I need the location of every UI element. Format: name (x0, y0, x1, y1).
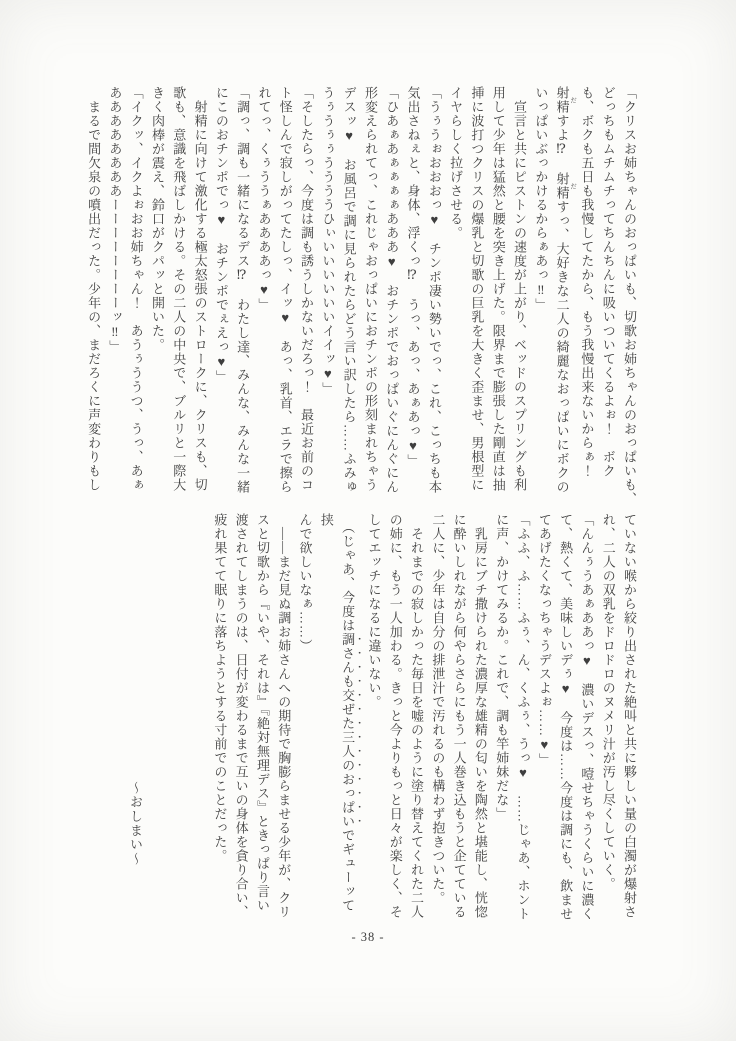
text-column: 宣言と共にピストンの速度が上がり、ベッドのスプリングも利 (512, 86, 528, 492)
text-column: 用して少年は猛然と腰を突き上げた。限界まで膨張した剛直は抽 (490, 86, 506, 492)
text-column: て、熱くて、美味しいデぅ♥ 今度は……今度は調にも、飲ませ (558, 513, 574, 921)
text-column: 挿に波打つクリスの爆乳と切歌の巨乳を大きく歪ませ、男根型に (469, 86, 485, 492)
text-column: 乳房にブチ撒けられた濃厚な雄精の匂いを陶然と堪能し、恍惚 (472, 513, 488, 919)
text-column: れてっ、くぅううぁああああっ♥」 (256, 86, 272, 312)
text-column: それまでの寂しかった毎日を嘘のように塗り替えてくれた二人 (409, 513, 425, 919)
text-column: デスッ♥ お風呂で調に見られたらどう言い訳したら……ふみゅ (341, 86, 357, 494)
text-column: も、ボクも五日も我慢してたから、もう我慢出来ないからぁ！ (579, 86, 595, 478)
text-column: 「ひあぁあぁぁぁぁあああ♥ おチンポでおっぱいぐにんぐにん (384, 86, 400, 494)
ruby-annotation: だ (569, 86, 577, 114)
text-column: 形変えられてっ、これじゃおっぱいにおチンポの形刻まれちゃう (362, 86, 378, 492)
text-column: きく肉棒が震え、鈴口がクパッと開いた。 (149, 86, 165, 352)
page-number: - 38 - (351, 930, 385, 944)
text-column: の姉に、もう一人加わる。きっと今よりもっと日々が楽しく、そ (387, 513, 403, 919)
text-column: イヤらしく拉げさせる。 (448, 86, 464, 240)
text-column: ていない喉から絞り出された絶叫と共に夥しい量の白濁が爆射さ (622, 513, 637, 919)
text-column: 「ふふ、ふ……ふぅ、ん、くふぅ、うっ♥ ……じゃあ、ホント (515, 513, 531, 921)
top-band (83, 86, 640, 510)
text-column: 「んんぅうあぁああっ♥ 濃いデスっ、噎せちゃうくらいに濃く (579, 513, 595, 921)
text-column: に酔いしれながら何やらさらにもう一人巻き込もうと企てている (451, 513, 467, 919)
text-column: 渡されてしまうのは、日付が変わるまで互いの身体を貪り合い、 (233, 513, 249, 919)
text-column: にこのおチンポでっ♥ おチンポでぇえっ♥」 (213, 86, 229, 384)
text-column: （じゃあ、今度は調さんも交ぜた三人のおっぱいでギューッて挟 (318, 513, 356, 913)
text-column: うぅうぅぅううううひぃいいいいいいイイッ♥」 (320, 86, 336, 396)
text-column: 疲れ果てて眠りに落ちようとする寸前でのことだった。 (212, 513, 228, 863)
text-column: してエッチになるに違いない。 (366, 513, 382, 709)
text-column: れ、二人の双乳をドロドロのヌメリ汁が汚し尽くしていく。 (600, 513, 616, 891)
text-column: 二人に、少年は自分の排泄汁で汚れるのも構わず抱きついた。 (430, 513, 446, 905)
text-column: まるで間欠泉の噴出だった。少年の、まだろくに声変わりもし (86, 86, 102, 492)
text-column: 「うぅうぉおおおっ♥ チンポ凄い勢いでっ、これ、こっちも本 (426, 86, 442, 494)
text-column: んで欲しいなぁ……） (297, 513, 313, 653)
text-column: いっぱいぶっかけるからぁあっ‼」 (533, 86, 549, 312)
text-column: に声、かけてみるか。これで、調も竿姉妹だな」 (494, 513, 510, 821)
bottom-band (209, 513, 640, 921)
text-column: 気出さねぇと、身体、浮くっ⁉ うっ、あっ、あぁあっ♥」 (405, 86, 421, 468)
text-column: ああああああああーーーーーーーーッ‼」 (107, 86, 123, 354)
text-column: 射精 だすよ⁉ 射精 だすっ、大好きな二人の綺麗なおっぱいにボクの (554, 86, 577, 494)
closing-mark: ～おしまい～ (128, 781, 143, 867)
emphasized-text: 調さんも交ぜた三人のおっぱい (340, 632, 356, 829)
text-column: 「クリスお姉ちゃんのおっぱいも、切歌お姉ちゃんのおっぱいも、 (622, 86, 637, 506)
text-column: スと切歌から『いや、それは』『絶対無理デス』ときっぱり言い (254, 513, 270, 913)
text-column: 射精に向けて激化する極太怒張のストロークに、クリスも、切 (192, 86, 208, 492)
text-column: ――まだ見ぬ調お姉さんへの期待で胸膨らませる少年が、クリ (276, 513, 292, 919)
text-column: 歌も、意識を飛ばしかける。その二人の中央で、ブルリと一際大 (171, 86, 187, 492)
text-column: 「調っ、調も一緒になるデス⁉ わたし達、みんな、みんな一緒 (235, 86, 251, 494)
ruby-annotation: だ (569, 172, 577, 200)
text-column: てあげたくなっちゃうデスよぉ……♥」 (536, 513, 552, 767)
text-column: 「そしたらっ、今度は調も誘うしかないだろっ！ 最近お前のコ (299, 86, 315, 492)
text-column: 「イクッ、イクよぉおお姉ちゃん！ あうぅううつ、うっ、あぁ (128, 86, 144, 492)
text-column: どっちもムチムチってちんちんに吸いついてくるよぉ！ ボク (600, 86, 616, 478)
text-column: ト怪しんで寂しがってたしっ、イッ♥ あっ、乳首、エラで擦ら (277, 86, 293, 494)
